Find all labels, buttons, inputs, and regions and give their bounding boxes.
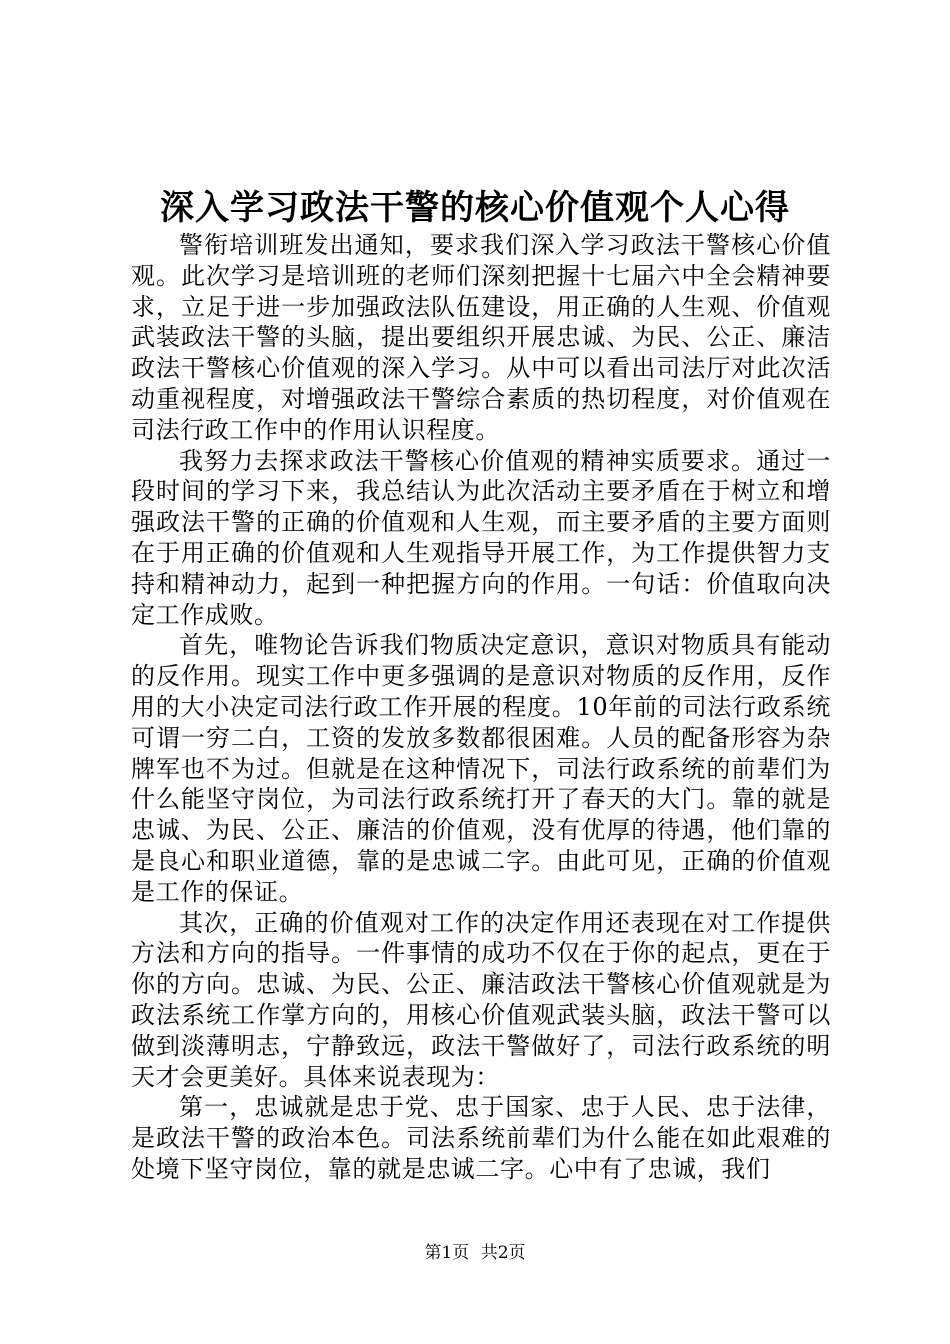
paragraph: 警衔培训班发出通知，要求我们深入学习政法干警核心价值观。此次学习是培训班的老师们深刻把握十七届六中全会精神要求，立足于进一步加强政法队伍建设，用正确的人生观、价值观武装政法干警的头脑，提出要组织开展忠诚、为民、公正、廉洁政法干警核心价值观的深入学习。从中可以看出司法厅对此次活动重视程度，对增强政法干警综合素质的热切程度，对价值观在司法行政工作中的作用认识程度。: [131, 231, 831, 444]
paragraph: 我努力去探求政法干警核心价值观的精神实质要求。通过一段时间的学习下来，我总结认为此次活动主要矛盾在于树立和增强政法干警的正确的价值观和人生观，而主要矛盾的主要方面则在于用正确的价值观和人生观指导开展工作，为工作提供智力支持和精神动力，起到一种把握方向的作用。一句话：价值取向决定工作成败。: [131, 446, 831, 629]
document-body: [131, 230, 831, 1185]
document-title: 深入学习政法干警的核心价值观个人心得: [160, 188, 790, 228]
paragraph: 首先，唯物论告诉我们物质决定意识，意识对物质具有能动的反作用。现实工作中更多强调的是意识对物质的反作用，反作用的大小决定司法行政工作开展的程度。10年前的司法行政系统可谓一穷二白，工资的发放多数都很困难。人员的配备形容为杂牌军也不为过。但就是在这种情况下，司法行政系统的前辈们为什么能坚守岗位，为司法行政系统打开了春天的大门。靠的就是忠诚、为民、公正、廉洁的价值观，没有优厚的待遇，他们靠的是良心和职业道德，靠的是忠诚二字。由此可见，正确的价值观是工作的保证。: [131, 631, 831, 906]
page-number-footer: 第1页 共2页: [424, 1243, 526, 1263]
paragraph: 其次，正确的价值观对工作的决定作用还表现在对工作提供方法和方向的指导。一件事情的成功不仅在于你的起点，更在于你的方向。忠诚、为民、公正、廉洁政法干警核心价值观就是为政法系统工作掌方向的，用核心价值观武装头脑，政法干警可以做到淡薄明志，宁静致远，政法干警做好了，司法行政系统的明天才会更美好。具体来说表现为：: [131, 908, 831, 1091]
paragraph: 第一，忠诚就是忠于党、忠于国家、忠于人民、忠于法律，是政法干警的政治本色。司法系统前辈们为什么能在如此艰难的处境下坚守岗位，靠的就是忠诚二字。心中有了忠诚，我们: [131, 1093, 831, 1183]
